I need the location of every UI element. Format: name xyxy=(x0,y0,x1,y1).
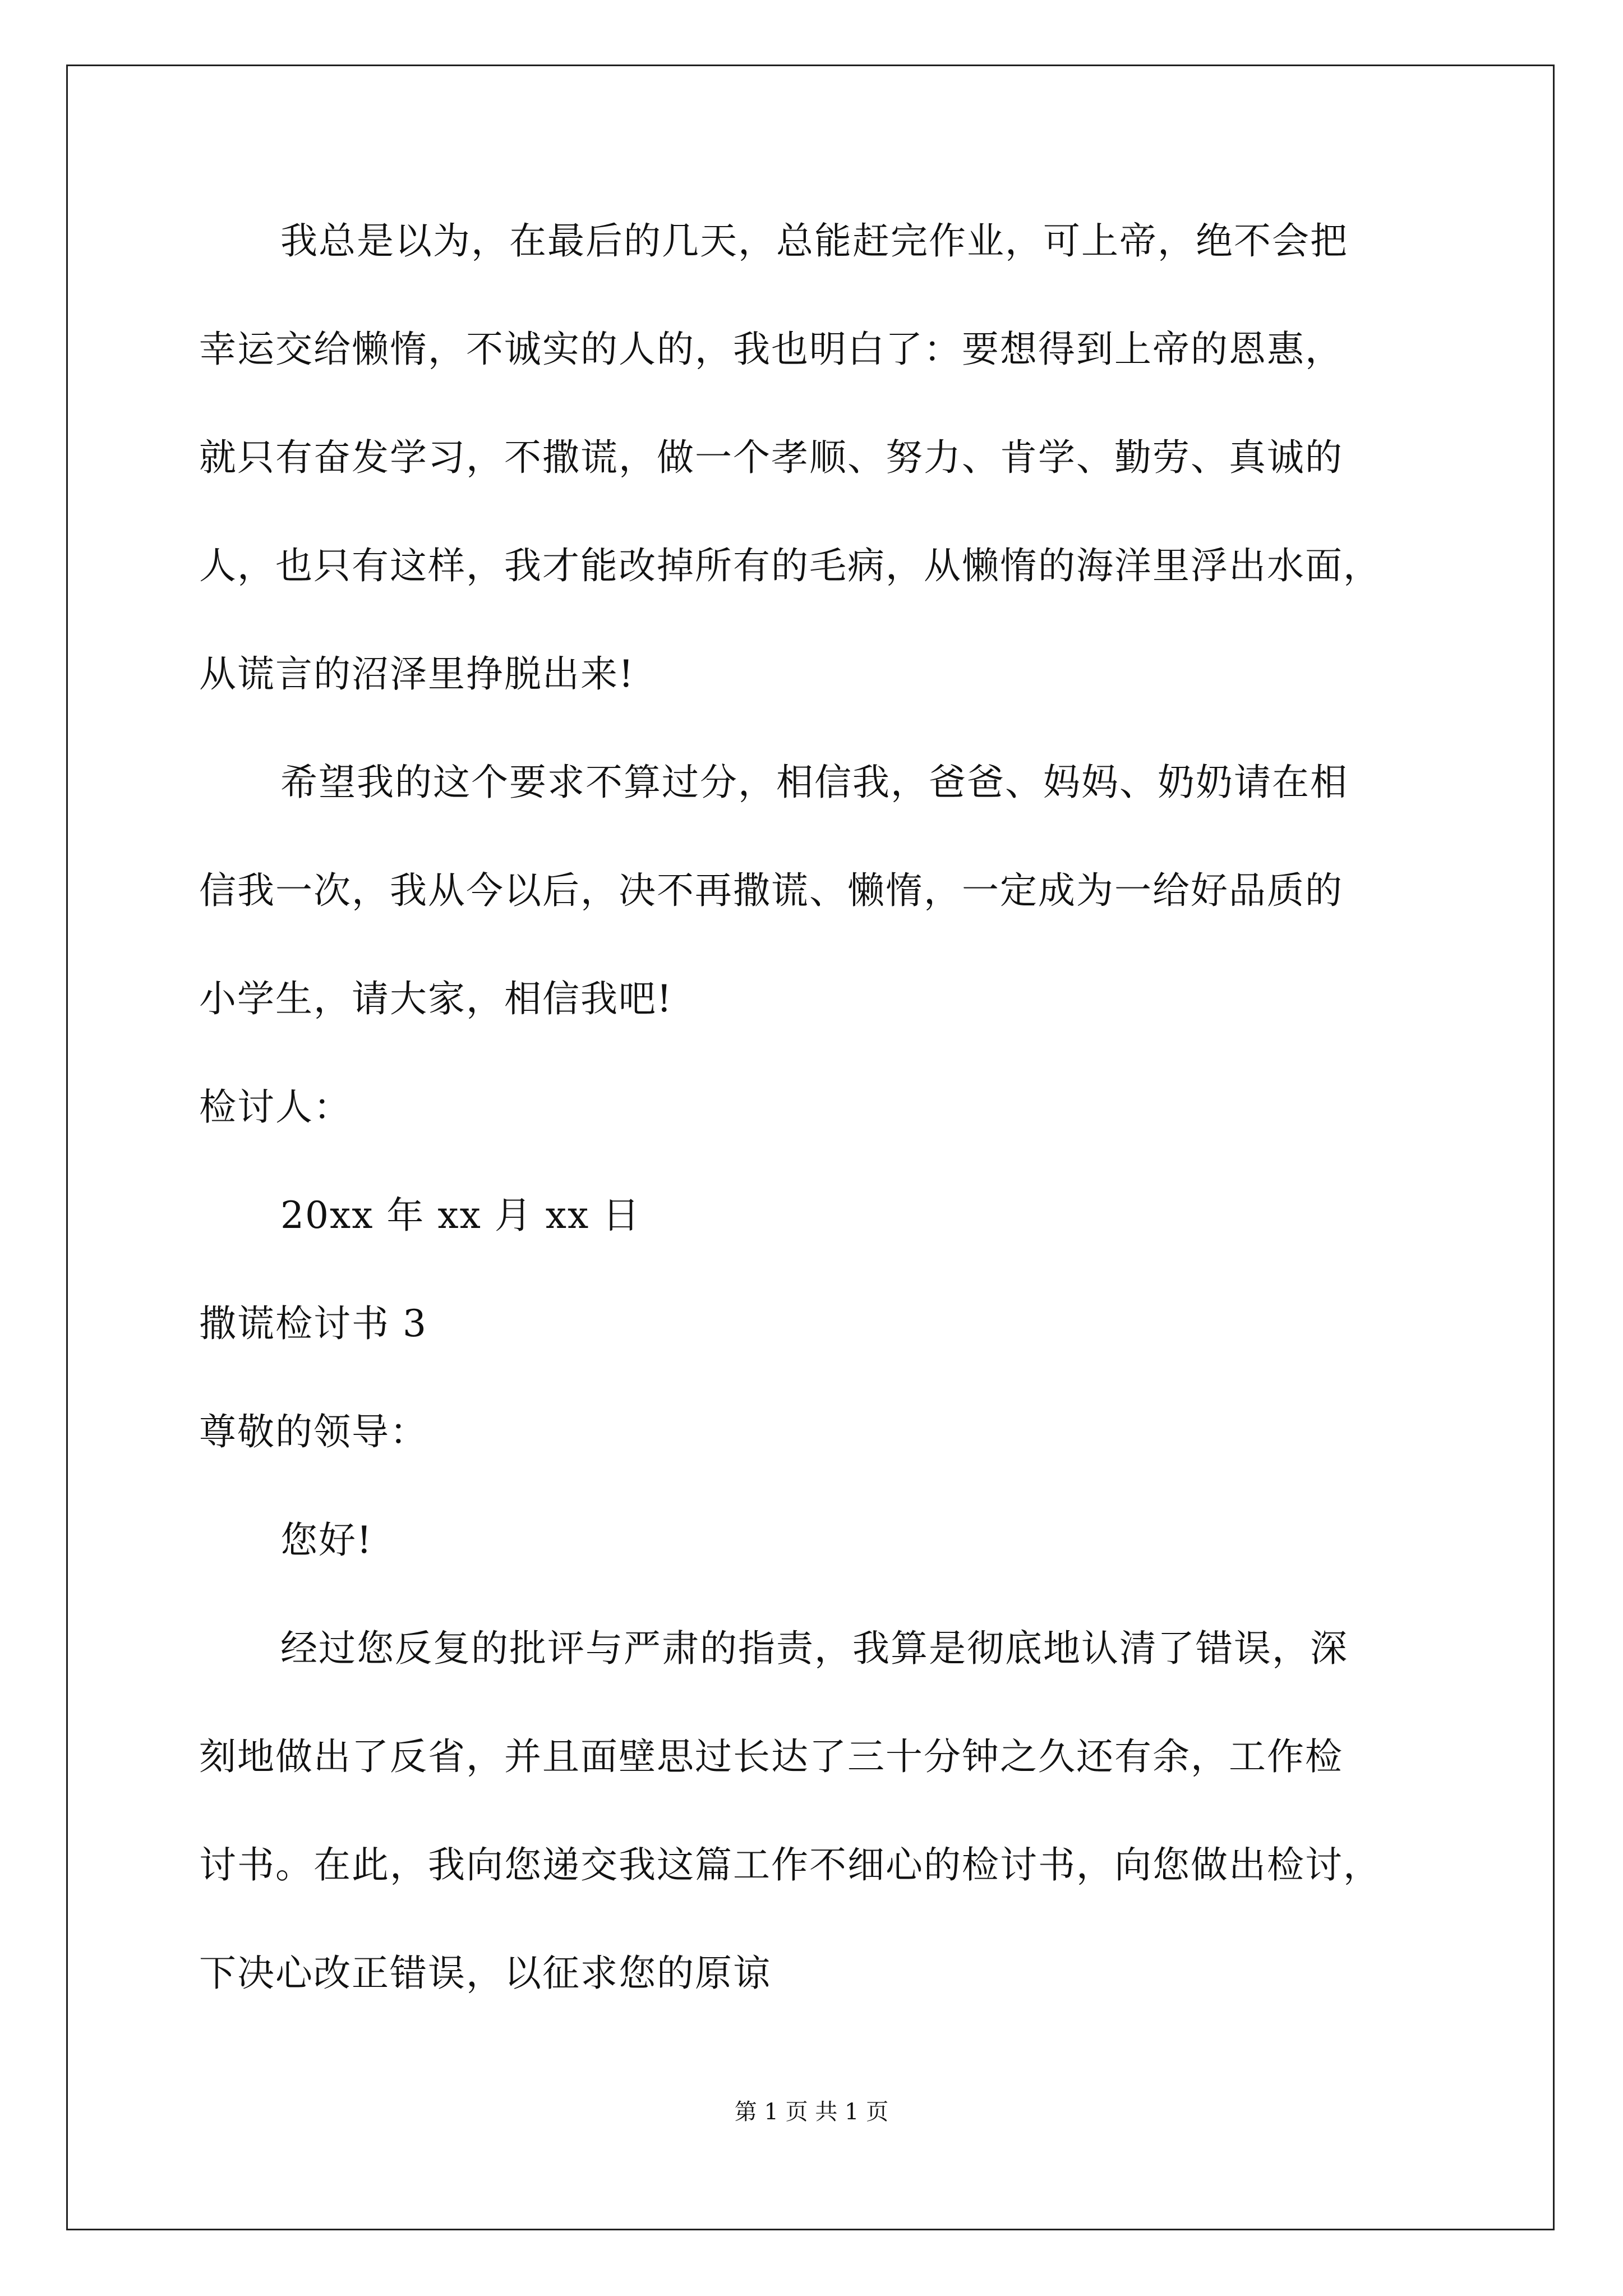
paragraph-line: 我总是以为，在最后的几天，总能赶完作业，可上帝，绝不会把 xyxy=(280,219,1348,263)
page-border xyxy=(66,65,1555,2230)
paragraph-line: 幸运交给懒惰，不诚实的人的，我也明白了：要想得到上帝的恩惠， xyxy=(199,328,1343,371)
paragraph-line: 就只有奋发学习，不撒谎，做一个孝顺、努力、肯学、勤劳、真诚的 xyxy=(199,436,1343,479)
salutation: 尊敬的领导： xyxy=(199,1410,428,1453)
date-line: 20xx 年 xx 月 xx 日 xyxy=(280,1194,641,1237)
paragraph-line: 下决心改正错误，以征求您的原谅 xyxy=(199,1952,771,1995)
paragraph-line: 信我一次，我从今以后，决不再撒谎、懒惰，一定成为一给好品质的 xyxy=(199,869,1343,912)
paragraph-line: 小学生，请大家，相信我吧! xyxy=(199,977,673,1020)
paragraph-line: 人，也只有这样，我才能改掉所有的毛病，从懒惰的海洋里浮出水面， xyxy=(199,544,1381,587)
paragraph-line: 希望我的这个要求不算过分，相信我，爸爸、妈妈、奶奶请在相 xyxy=(280,761,1348,804)
page-footer: 第 1 页 共 1 页 xyxy=(734,2099,889,2125)
paragraph-line: 讨书。在此，我向您递交我这篇工作不细心的检讨书，向您做出检讨， xyxy=(199,1843,1381,1887)
section-title: 撒谎检讨书 3 xyxy=(199,1302,427,1345)
paragraph-line: 经过您反复的批评与严肃的指责，我算是彻底地认清了错误，深 xyxy=(280,1627,1348,1670)
greeting: 您好! xyxy=(280,1519,373,1562)
paragraph-line: 刻地做出了反省，并且面壁思过长达了三十分钟之久还有余，工作检 xyxy=(199,1735,1343,1778)
paragraph-line: 从谎言的沼泽里挣脱出来! xyxy=(199,652,635,696)
signature-label: 检讨人： xyxy=(199,1085,352,1129)
